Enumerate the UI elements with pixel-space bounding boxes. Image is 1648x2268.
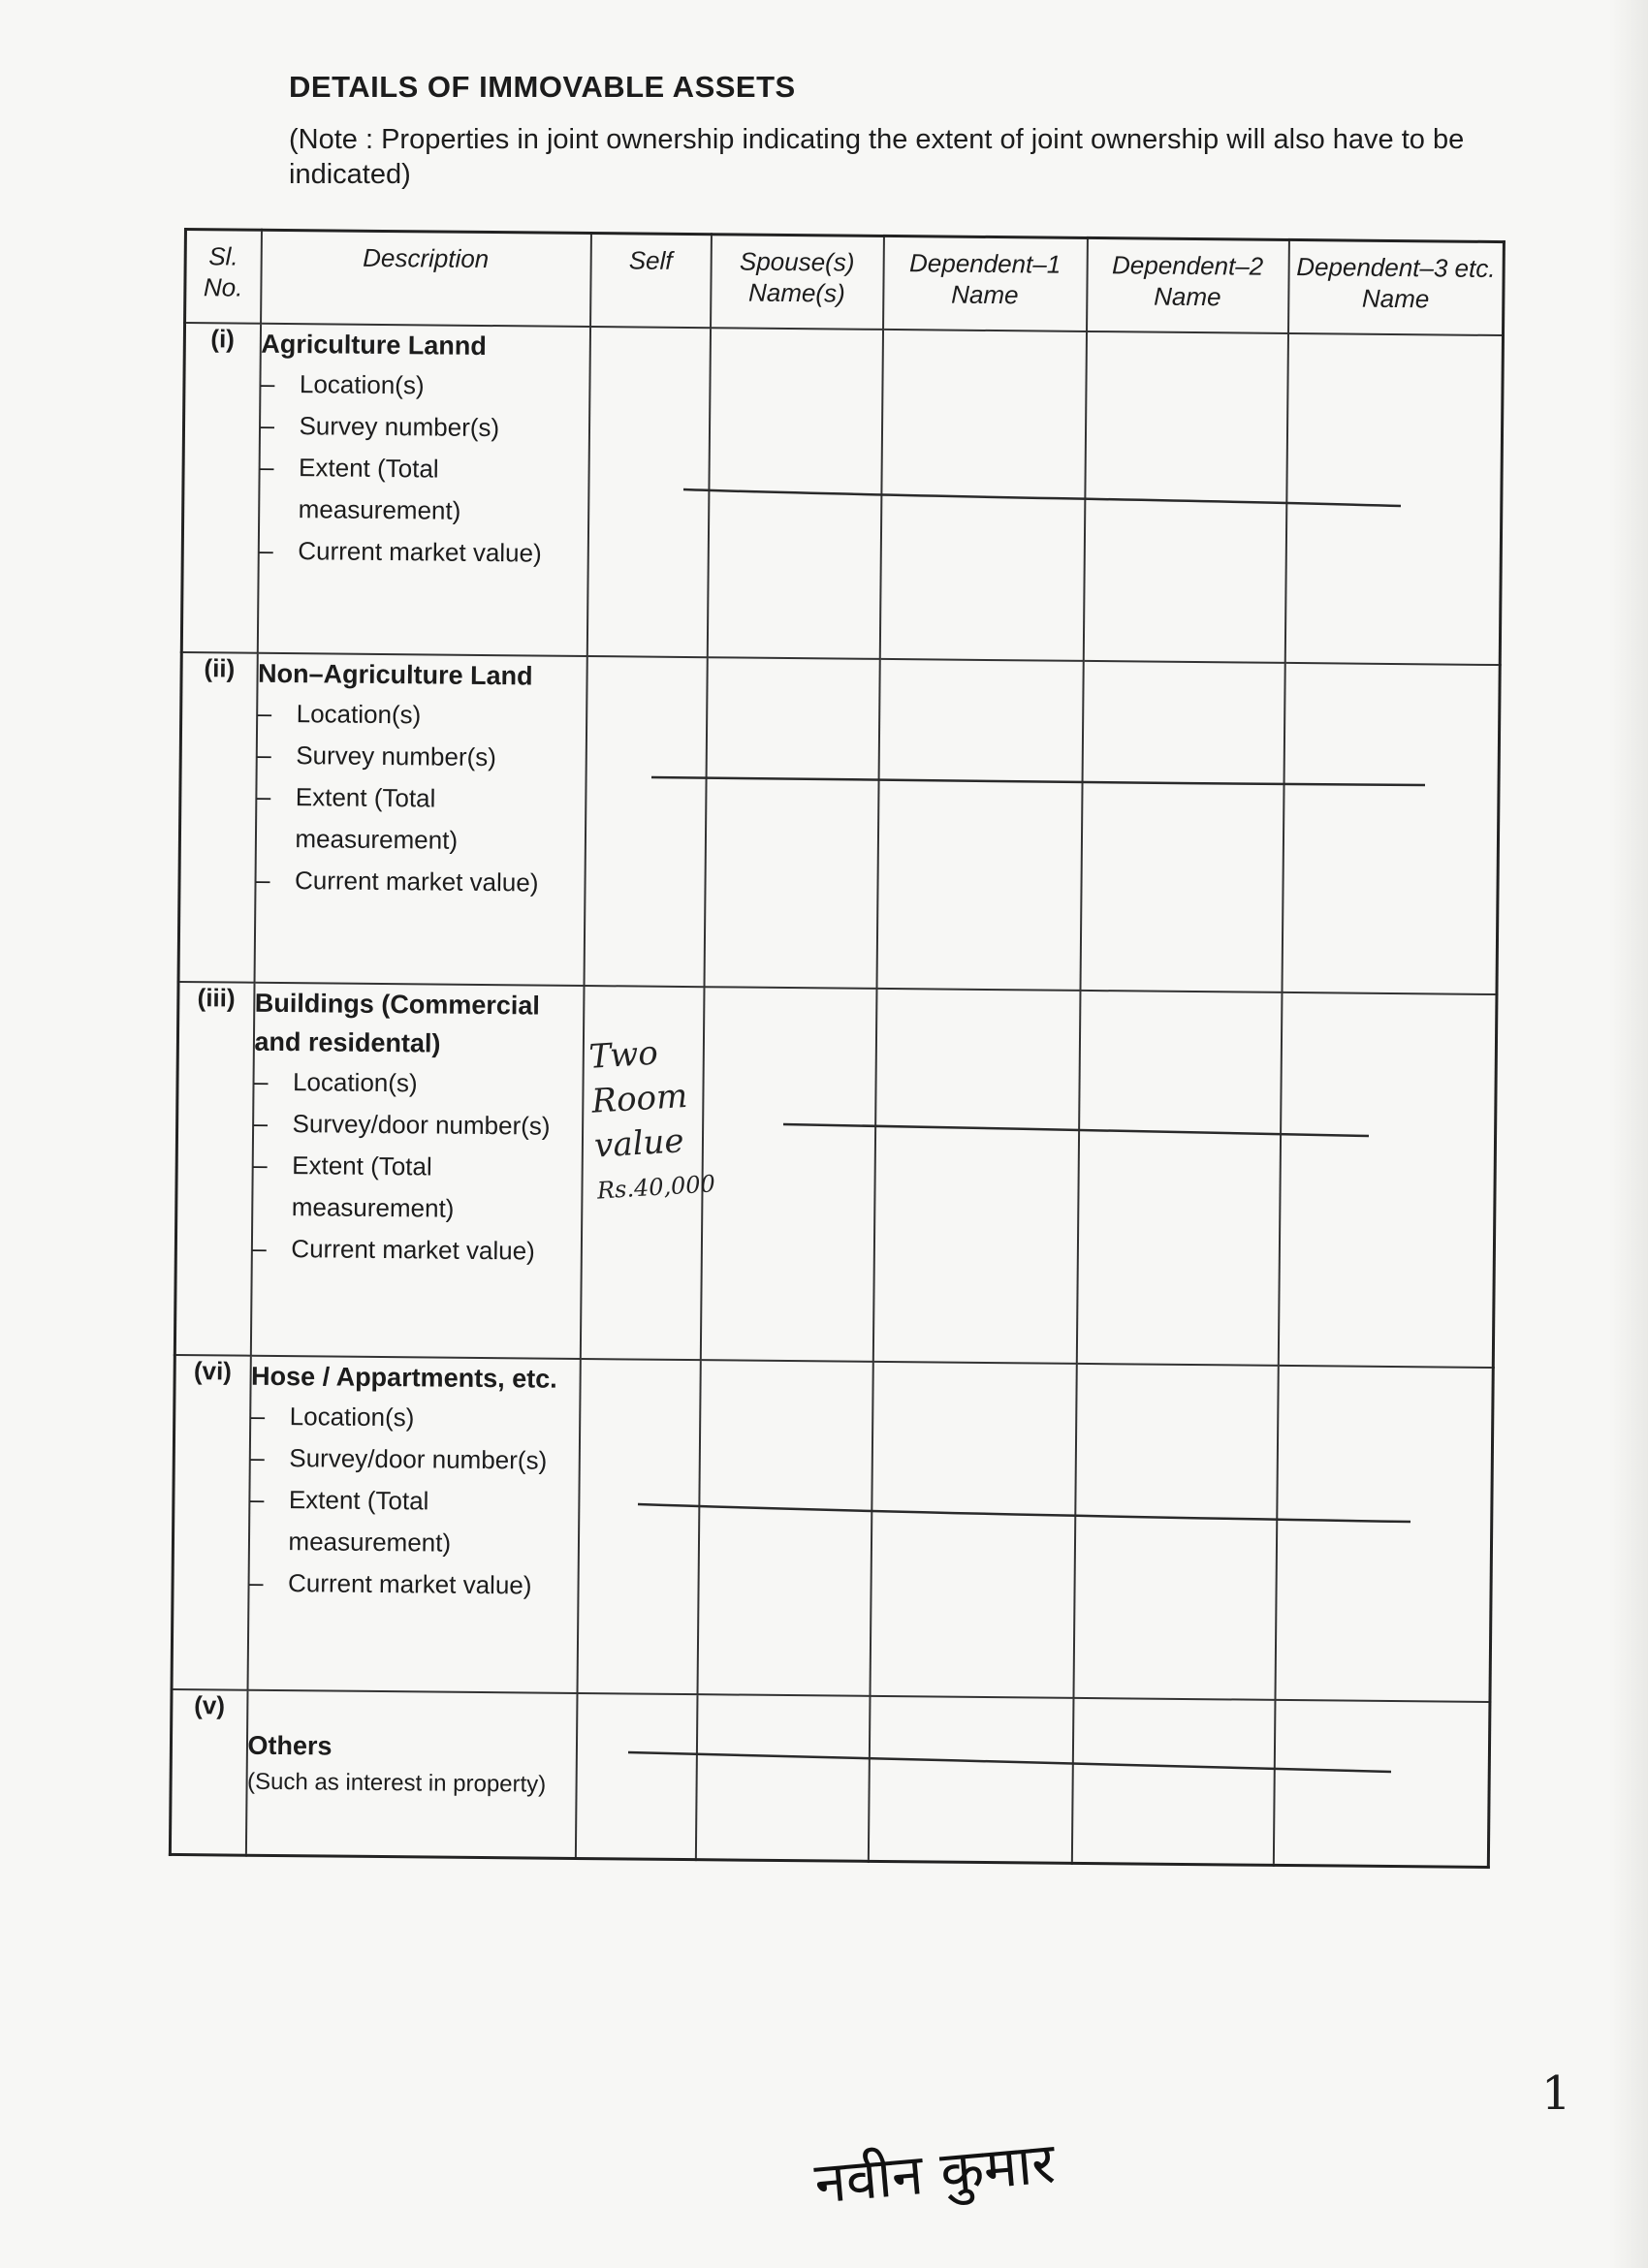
- list-item: – Survey number(s): [260, 405, 587, 450]
- list-item: – Current market value): [259, 530, 586, 575]
- cell-dependent-3: [1275, 1366, 1493, 1702]
- row-title: Agriculture Lannd: [261, 329, 488, 361]
- row-subtitle: (Such as interest in property): [246, 1768, 547, 1798]
- list-item: – Location(s): [261, 363, 588, 408]
- cell-dependent-2: [1083, 331, 1287, 663]
- table-row: [170, 1689, 1490, 1867]
- col-header-description: Description: [261, 230, 591, 327]
- list-item: – Extent (Total measurement): [253, 1145, 582, 1231]
- table-row: [174, 982, 1497, 1368]
- row-description: [245, 1690, 577, 1858]
- row-title: Buildings (Commercial and residental): [254, 988, 541, 1058]
- table-row: [172, 1355, 1493, 1702]
- cell-spouse: [695, 1694, 870, 1861]
- cell-self: [586, 327, 710, 657]
- list-item: – Extent (Total measurement): [256, 776, 585, 863]
- cell-self: [577, 1359, 700, 1694]
- handwritten-line: Two: [587, 1033, 659, 1077]
- row-item-list: [256, 693, 586, 904]
- cell-dependent-2: [1080, 661, 1284, 992]
- handwritten-entry: [577, 984, 716, 1213]
- list-item: – Survey/door number(s): [250, 1437, 578, 1482]
- page-edge: [1609, 0, 1648, 2268]
- cell-self: [584, 656, 707, 987]
- col-header-spouse: Spouse(s) Name(s): [711, 235, 884, 330]
- immovable-assets-table: [169, 228, 1505, 1869]
- table-row: [181, 323, 1503, 665]
- cell-dependent-3: [1273, 1700, 1490, 1867]
- cell-dependent-3: [1278, 992, 1497, 1368]
- row-sl-number: (vi): [172, 1355, 250, 1690]
- row-sl-number: (iii): [174, 982, 254, 1356]
- handwritten-line: value: [592, 1121, 685, 1166]
- row-item-list: [252, 1061, 582, 1273]
- list-item: – Current market value): [249, 1562, 577, 1607]
- cell-dependent-3: [1284, 333, 1503, 665]
- cell-self: [580, 986, 716, 1360]
- row-sl-number: (ii): [178, 652, 257, 983]
- list-item: – Current market value): [256, 860, 584, 904]
- signature: नवीन कुमार: [811, 2129, 1058, 2217]
- cell-dependent-1: [879, 330, 1086, 661]
- row-sl-number: (v): [170, 1689, 247, 1855]
- cell-dependent-1: [870, 1362, 1076, 1698]
- row-item-list: [259, 363, 588, 575]
- list-item: – Location(s): [257, 693, 585, 738]
- cell-spouse: [697, 1360, 872, 1696]
- list-item: – Location(s): [254, 1061, 582, 1106]
- cell-dependent-1: [876, 659, 1083, 991]
- ownership-note: (Note : Properties in joint ownership indicating the extent of joint ownership will also have to be indicated): [289, 124, 1465, 190]
- cell-dependent-1: [872, 989, 1080, 1364]
- cell-dependent-2: [1071, 1698, 1275, 1865]
- page-number: 1: [1541, 2066, 1571, 2121]
- col-header-self: Self: [590, 234, 712, 329]
- cell-dependent-2: [1076, 991, 1282, 1366]
- row-item-list: [249, 1396, 579, 1607]
- handwritten-line: Room: [589, 1076, 688, 1121]
- list-item: – Survey number(s): [257, 735, 585, 779]
- cell-self: [575, 1693, 697, 1859]
- row-title: Non–Agriculture Land: [257, 658, 533, 691]
- row-description: [247, 1356, 580, 1693]
- row-title: Others: [247, 1730, 333, 1761]
- list-item: – Location(s): [251, 1396, 579, 1440]
- list-item: – Current market value): [252, 1228, 580, 1273]
- cell-dependent-3: [1282, 663, 1500, 994]
- cell-dependent-2: [1073, 1364, 1278, 1700]
- cell-spouse: [704, 657, 879, 989]
- col-header-dependent-2: Dependent–2 Name: [1087, 237, 1289, 332]
- cell-spouse: [707, 328, 882, 659]
- col-header-dependent-3: Dependent–3 etc. Name: [1288, 239, 1505, 335]
- cell-dependent-1: [868, 1696, 1073, 1863]
- row-description: [250, 983, 584, 1359]
- cell-spouse: [700, 987, 876, 1362]
- row-title: Hose / Appartments, etc.: [250, 1361, 557, 1394]
- list-item: – Extent (Total measurement): [249, 1479, 578, 1565]
- table-header-row: [185, 230, 1505, 336]
- row-description: [257, 324, 589, 656]
- list-item: – Survey/door number(s): [253, 1103, 581, 1148]
- handwritten-amount: Rs.40,000: [595, 1170, 716, 1205]
- row-description: [254, 653, 586, 986]
- row-sl-number: (i): [181, 323, 260, 653]
- col-header-sl-no: Sl. No.: [185, 230, 262, 324]
- list-item: – Extent (Total measurement): [260, 447, 588, 533]
- table-row: [178, 652, 1500, 994]
- document-title: DETAILS OF IMMOVABLE ASSETS: [289, 70, 796, 104]
- col-header-dependent-1: Dependent–1 Name: [883, 236, 1088, 331]
